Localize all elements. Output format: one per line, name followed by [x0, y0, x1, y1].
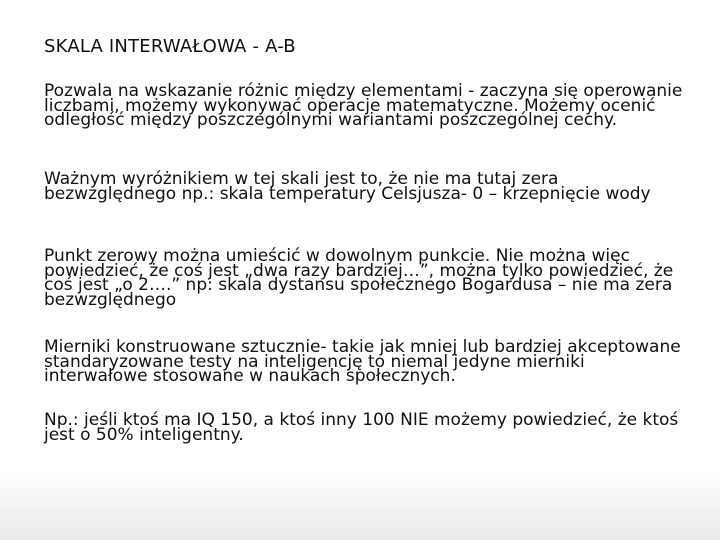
bottom-gradient [0, 470, 720, 540]
paragraph-no-absolute-zero: Ważnym wyróżnikiem w tej skali jest to, że nie ma tutaj zera bezwzględnego np.: skala temperatury Celsjusza- 0 – krzepnięcie wody [44, 169, 651, 204]
paragraph-measures: Mierniki konstruowane sztucznie- takie jak mniej lub bardziej akceptowane standaryzowane testy na inteligencję to niemal jedyne mierniki interwałowe stosowane w naukach społecznych. [44, 337, 681, 386]
paragraph-example: Np.: jeśli ktoś ma IQ 150, a ktoś inny 100 NIE możemy powiedzieć, że ktoś jest o 50% inteligentny. [44, 410, 679, 445]
paragraph-zero-point: Punkt zerowy można umieścić w dowolnym punkcie. Nie można więc powiedzieć, że coś jest „dwa razy bardziej…”, można tylko powiedzieć, że coś jest „o 2….” np: skala dystansu społecznego Bogardusa – nie ma zera bezwzględnego [44, 246, 674, 310]
slide-title: SKALA INTERWAŁOWA - A-B [44, 36, 296, 57]
paragraph-definition: Pozwala na wskazanie różnic między elementami - zaczyna się operowanie liczbami, możemy wykonywać operacje matematyczne. Możemy ocenić odległość między poszczególnymi wariantami poszczególnej cechy. [44, 81, 683, 130]
